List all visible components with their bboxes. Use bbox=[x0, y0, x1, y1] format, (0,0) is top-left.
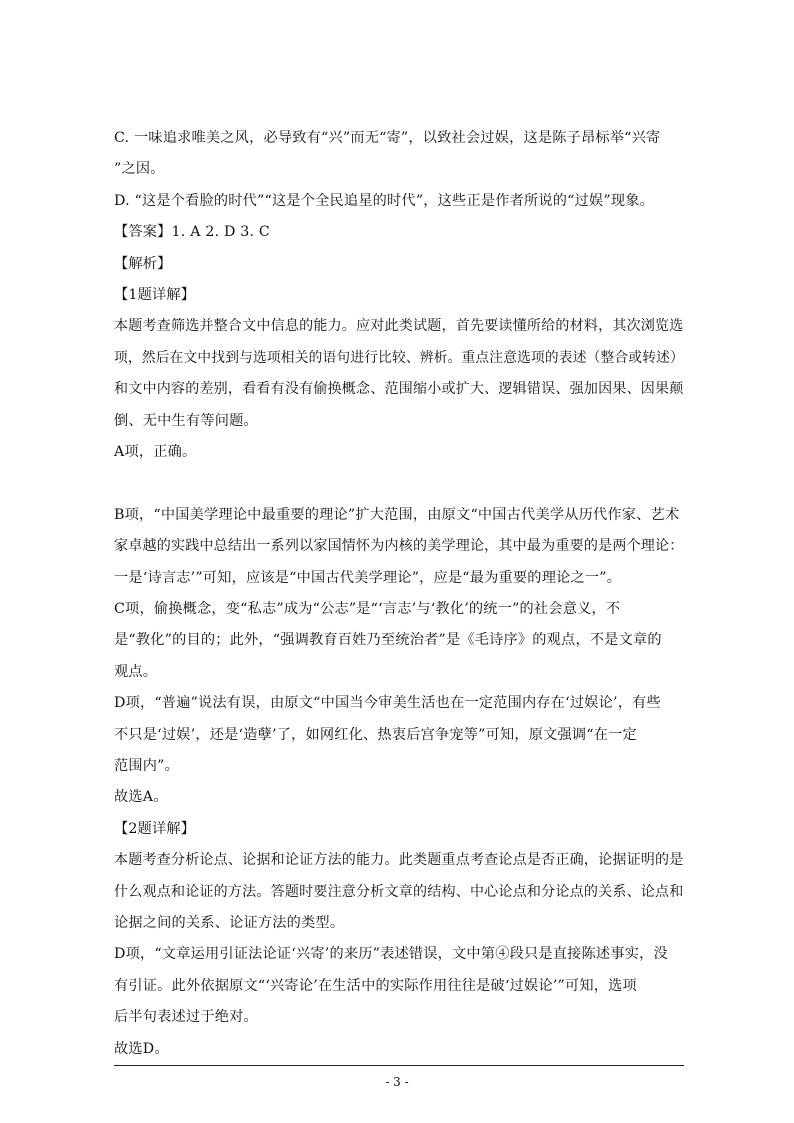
q1-d-line-3: 范围内”。 bbox=[114, 758, 180, 774]
option-d-line: D. “这是个看脸的时代”“这是个全民追星的时代”，这些正是作者所说的“过娱”现象。 bbox=[114, 192, 654, 209]
q1-d-line-2: 不只是‘过娱’，还是‘造孽’了，如网红化、热衷后宫争宠等”可知，原文强调“在一定 bbox=[114, 726, 637, 743]
q2-paragraph-line-1: 本题考查分析论点、论据和论证方法的能力。此类题重点考查论点是否正确，论据证明的是 bbox=[114, 852, 684, 869]
q1-paragraph-line-2: 项，然后在文中找到与选项相关的语句进行比较、辨析。重点注意选项的表述（整合或转述） bbox=[114, 349, 684, 366]
q1-a-line: A项，正确。 bbox=[114, 444, 197, 460]
q2-paragraph-line-2: 什么观点和论证的方法。答题时要注意分析文章的结构、中心论点和分论点的关系、论点和 bbox=[114, 883, 684, 900]
q1-b-line-2: 家卓越的实践中总结出一系列以家国情怀为内核的美学理论，其中最为重要的是两个理论： bbox=[114, 538, 684, 555]
q1-d-line-1: D项，“普遍”说法有误，由原文“中国当今审美生活也在一定范围内存在‘过娱论’，有些 bbox=[114, 695, 661, 712]
q1-b-line-3: 一是‘诗言志’”可知，应该是“中国古代美学理论”，应是“最为重要的理论之一”。 bbox=[114, 569, 622, 586]
q1-conclusion: 故选A。 bbox=[114, 789, 168, 806]
analysis-heading: 【解析】 bbox=[114, 255, 172, 272]
q1-paragraph-line-1: 本题考查筛选并整合文中信息的能力。应对此类试题，首先要读懂所给的材料，其次浏览选 bbox=[114, 318, 684, 335]
q1-c-line-3: 观点。 bbox=[114, 663, 158, 680]
option-c-line-2: ”之因。 bbox=[114, 161, 165, 178]
q1-b-line-1: B项，“中国美学理论中最重要的理论”扩大范围，由原文“中国古代美学从历代作家、艺术 bbox=[114, 506, 680, 523]
page-number: - 3 - bbox=[385, 1074, 409, 1089]
q1-paragraph-line-3: 和文中内容的差别，看看有没有偷换概念、范围缩小或扩大、逻辑错误、强加因果、因果颠 bbox=[114, 381, 684, 398]
q2-conclusion: 故选D。 bbox=[114, 1040, 169, 1057]
q2-d-line-1: D项，“文章运用引证法论证‘兴寄’的来历”表述错误，文中第④段只是直接陈述事实，没 bbox=[114, 946, 668, 963]
q1-c-line-2: 是“教化”的目的；此外，“强调教育百姓乃至统治者”是《毛诗序》的观点，不是文章的 bbox=[114, 632, 662, 649]
q1-c-line-1: C项，偷换概念，变“私志”成为“公志”是“‘言志’与‘教化’的统一”的社会意义，不 bbox=[114, 601, 621, 617]
q1-paragraph-line-4: 倒、无中生有等问题。 bbox=[114, 412, 258, 429]
q2-paragraph-line-3: 论据之间的关系、论证方法的类型。 bbox=[114, 915, 345, 931]
q1-heading: 【1题详解】 bbox=[114, 287, 196, 303]
footer-divider bbox=[114, 1065, 684, 1066]
answer-line: 【答案】1. A 2. D 3. C bbox=[114, 224, 270, 241]
q2-d-line-3: 后半句表述过于绝对。 bbox=[114, 1009, 258, 1026]
option-c-line-1: C. 一味追求唯美之风，必导致有“兴”而无“寄”，以致社会过娱，这是陈子昂标举“兴寄 bbox=[114, 130, 661, 146]
q2-heading: 【2题详解】 bbox=[114, 820, 196, 837]
q2-d-line-2: 有引证。此外依据原文“‘兴寄论’在生活中的实际作用往往是破‘过娱论’”可知，选项 bbox=[114, 977, 637, 994]
